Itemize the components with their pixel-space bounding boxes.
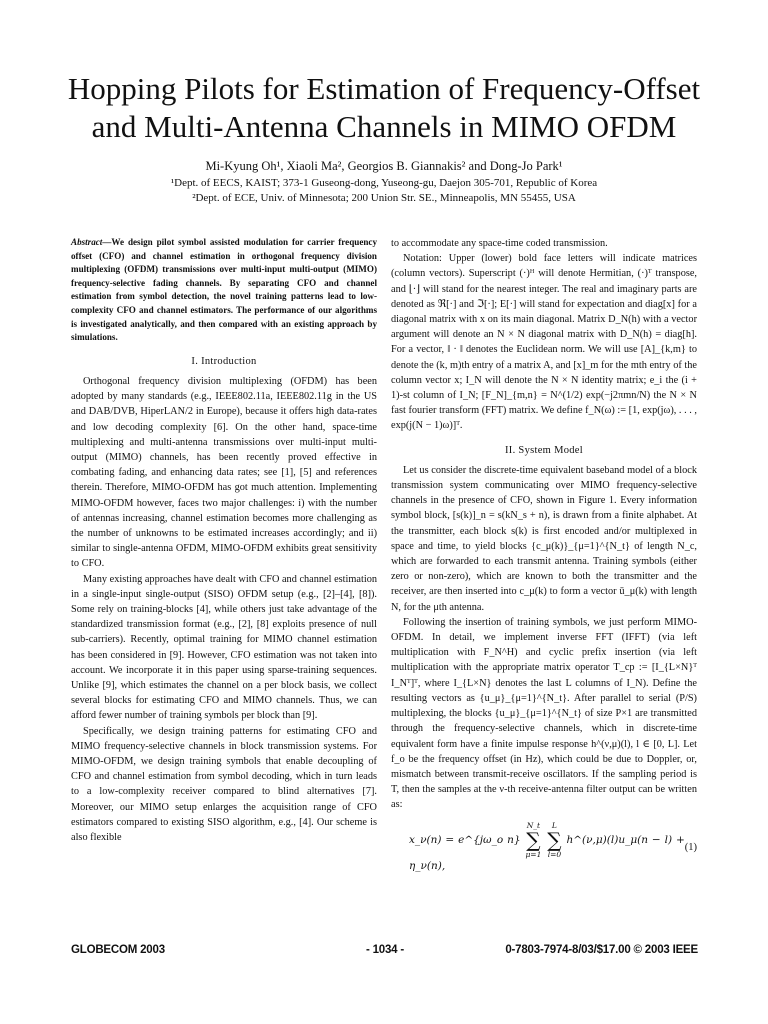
author-list: Mi-Kyung Oh¹, Xiaoli Ma², Georgios B. Giannakis² and Dong-Jo Park¹ — [205, 159, 563, 173]
equation-1 — [391, 820, 697, 872]
equation-body — [409, 821, 685, 874]
footer-copyright: 0-7803-7974-8/03/$17.00 © 2003 IEEE — [505, 944, 698, 956]
footer-page-number: - 1034 - — [365, 944, 405, 956]
left-column — [71, 236, 377, 845]
title-line-1: Hopping Pilots for Estimation of Frequency-Offset — [67, 71, 701, 106]
affiliation-1: ¹Dept. of EECS, KAIST; 373-1 Guseong-dong, Yuseong-gu, Daejon 305-701, Republic of Korea — [170, 177, 598, 189]
intro-paragraph-1: Orthogonal frequency division multiplexing (OFDM) has been adopted by many standards (e.g., IEEE802.11a, IEEE802.11g in the US and DAB/DVB, HiperLAN/2 in Europe), because it offers high data-rates and low decoding complexity [6]. On the other hand, space-time multiplexing and multi-antenna transmissions over multi-input multi-output (MIMO) channels, has been recently proved effective in combating fading, and enhancing data rates; see [1], [5] and references therein. Therefore, MIMO-OFDM has got much attention. Implementing MIMO-OFDM however, faces two major challenges: i) with the number of antennas increasing, channel estimation becomes more challenging as the number of unknowns to be estimated increases accordingly; and ii) similar to single-antenna OFDM, MIMO-OFDM exhibits great sensitivity to CFO. — [71, 375, 377, 570]
system-paragraph-2: Following the insertion of training symbols, we just perform MIMO-OFDM. In detail, we implement inverse FFT (IFFT) (via left multiplication with F_N^H) and cyclic prefix insertion (via left multiplication with the appropriate matrix operator T_cp := [I_{L×N}ᵀ I_Nᵀ]ᵀ, where I_{L×N} denotes the last L columns of I_N). Define the resulting vectors as {u_μ}_{μ=1}^{N_t}. After parallel to serial (P/S) multiplexing, the blocks {u_μ}_{μ=1}^{N_t} of size P×1 are transmitted through the frequency-selective channels, which in discrete-time equivalent form have a finite impulse response h^(ν,μ)(l), l ∈ [0, L]. Let f_o be the frequency offset (in Hz), which could be due to Doppler, or, mismatch between transmit-receive oscillators. If the sampling period is T, then the samples at the ν-th receive-antenna filter output can be written as: — [391, 616, 697, 811]
equation-rhs: h^(ν,μ)(l)u_μ(n − l) + η_ν(n), — [409, 833, 685, 872]
notation-paragraph: Notation: Upper (lower) bold face letters will indicate matrices (column vectors). Superscript (·)ᴴ will denote Hermitian, (·)ᵀ transpose, and ⌊·⌋ will stand for the nearest integer. The real and imaginary parts are denoted as ℜ[·] and ℑ[·]; E[·] will stand for expectation and diag[x] for a diagonal matrix with x on its main diagonal. Matrix D_N(h) with a vector argument will denote an N × N diagonal matrix with D_N(h) = diag[h]. For a vector, ‖ · ‖ denotes the Euclidean norm. We will use [A]_{k,m} to denote the (k, m)th entry of a matrix A, and [x]_m for the mth entry of the column vector x; I_N will denote the N × N identity matrix; e_i the (i + 1)-st column of I_N; [F_N]_{m,n} = N^(1/2) exp(−j2πmn/N) the N × N fast fourier transform (FFT) matrix. We define f_N(ω) := [1, exp(jω), . . . , exp(j(N − 1)ω)]ᵀ. — [391, 253, 697, 432]
intro-paragraph-2: Many existing approaches have dealt with CFO and channel estimation in a single-input single-output (SISO) OFDM setup (e.g., [2]–[4], [8]). Some rely on training-blocks [4], while others just take advantage of the standardized transmission format (e.g., [2], [8] exploits presence of null sub-carriers). Recently, optimal training for MIMO channel estimation has been considered in [9]. However, CFO estimation was not taken into account. We incorporate it in this paper using sparse-training sequences. Unlike [9], which estimates the channel on a per block basis, we collect several blocks for estimating CFO and MIMO channels. Thus, we can afford fewer number of training symbols per block than [9]. — [71, 573, 377, 722]
abstract — [71, 236, 377, 345]
section-heading-system-model: II. System Model — [504, 444, 583, 456]
intro-paragraph-3: Specifically, we design training patterns for estimating CFO and MIMO frequency-selective channels in block transmission systems. For MIMO-OFDM, we design training symbols that enable decoupling of CFO and channel estimation from symbol decoding, which in turn leads to a low-complexity receiver compared to blind alternatives [7]. Moreover, our MIMO setup enlarges the acquisition range of CFO estimators compared to existing SISO algorithm, e.g., [4]. Our scheme is also flexible — [71, 725, 377, 844]
title-line-2: and Multi-Antenna Channels in MIMO OFDM — [91, 109, 677, 144]
system-paragraph-1: Let us consider the discrete-time equivalent baseband model of a block transmission system communicating over MIMO frequency-selective channels in the presence of CFO, shown in Figure 1. Every information symbol block, [s(k)]_n = s(kN_s + n), is drawn from a finite alphabet. At the transmitter, each block s(k) is first encoded and/or multiplexed in space and time, to yield blocks {c_μ(k)}_{μ=1}^{N_t} of length N_c, which are forwarded to each transmit antenna. Training symbols (either zero or non-zero), which are known to both the transmitter and the receiver, are then inserted into c_μ(k) to form a vector ū_μ(k) with length N, for the μth antenna. — [391, 464, 697, 613]
affiliation-2: ²Dept. of ECE, Univ. of Minnesota; 200 Union Str. SE., Minneapolis, MN 55455, USA — [192, 192, 576, 204]
abstract-text: We design pilot symbol assisted modulation for carrier frequency offset (CFO) and channel estimation in orthogonal frequency division multiplexing (OFDM) transmissions over multi-input multi-output (MIMO) frequency-selective fading channels. By separating CFO and channel estimation from symbol detection, the novel training patterns lead to low-complexity CFO and channel estimators. The performance of our algorithms is investigated analytically, and then compared with an existing approach by simulations. — [71, 237, 377, 343]
sum-mu-lower: μ=1 — [525, 849, 542, 859]
abstract-lead: Abstract— — [71, 237, 112, 247]
summation-l — [547, 821, 561, 859]
sigma-symbol: ∑ — [526, 827, 541, 852]
section-heading-introduction: I. Introduction — [191, 355, 257, 367]
right-column — [391, 236, 697, 871]
footer-conference: GLOBECOM 2003 — [71, 944, 165, 956]
equation-number: (1) — [684, 841, 697, 853]
equation-lhs: x_ν(n) = e^{jω_o n} — [409, 833, 521, 846]
intro-continuation: to accommodate any space-time coded transmission. — [391, 238, 608, 249]
sum-l-lower: l=0 — [547, 849, 562, 859]
sum-mu-upper: N_t — [526, 820, 541, 830]
sum-l-upper: L — [551, 820, 557, 830]
summation-mu — [525, 821, 541, 859]
paper-title — [40, 70, 728, 146]
sigma-symbol: ∑ — [547, 827, 562, 852]
